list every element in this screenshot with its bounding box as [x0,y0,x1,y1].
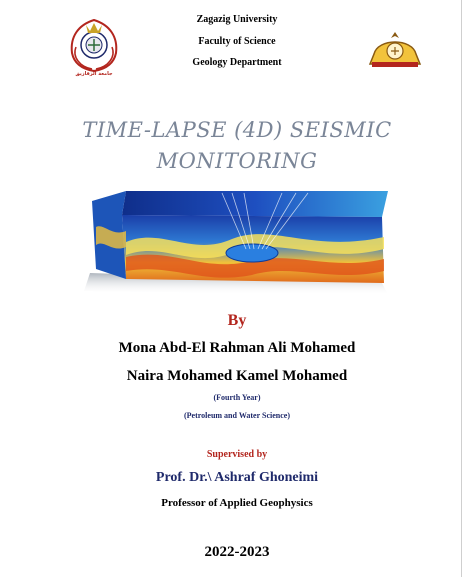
author-name-1: Mona Abd-El Rahman Ali Mohamed [118,340,356,356]
study-year: (Fourth Year) [213,393,261,402]
academic-year: 2022-2023 [204,544,270,560]
document-title-line-1: TIME-LAPSE (4D) SEISMIC [82,118,392,142]
by-label: By [227,312,247,329]
author-name-2: Naira Mohamed Kamel Mohamed [126,368,348,384]
university-emblem-icon [66,17,122,79]
supervisor-name: Prof. Dr.\ Ashraf Ghoneimi [155,470,319,485]
document-title-line-2: MONITORING [156,149,318,173]
faculty-name: Faculty of Science [198,36,276,47]
study-program: (Petroleum and Water Science) [184,411,290,420]
supervised-by-label: Supervised by [206,449,268,460]
department-name: Geology Department [192,57,282,68]
supervisor-title: Professor of Applied Geophysics [161,497,313,509]
university-name: Zagazig University [196,14,278,25]
page-edge-line [461,0,462,577]
seismic-cube-icon [82,187,392,295]
university-emblem-caption: جامعة الزقازيق [75,71,113,77]
